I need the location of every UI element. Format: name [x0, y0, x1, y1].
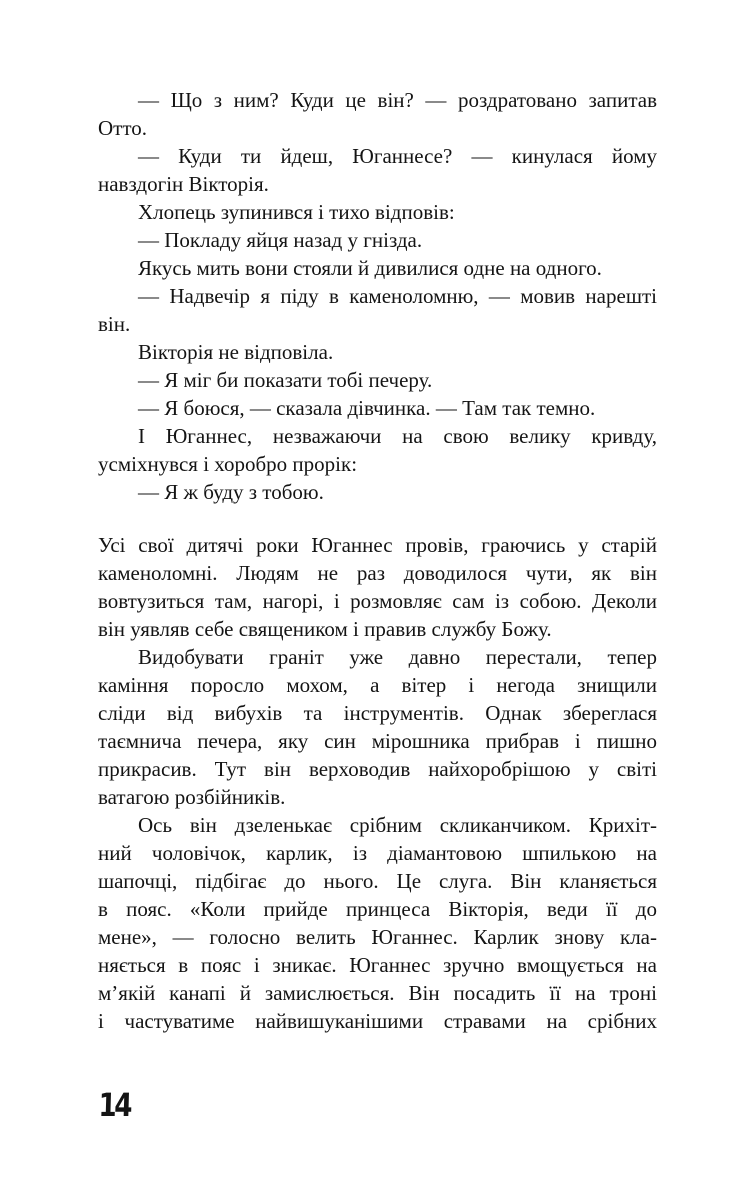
- text-line: навздогін Вікторія.: [98, 172, 269, 196]
- text-line: — Я ж буду з тобою.: [138, 480, 324, 504]
- text-line: Вікторія не відповіла.: [138, 340, 334, 364]
- text-line: шапочці, підбігає до нього. Це слуга. Він кланяється: [98, 869, 657, 893]
- text-line: І Юганнес, незважаючи на свою велику кривду,: [138, 424, 657, 448]
- text-line: — Покладу яйця назад у гнізда.: [138, 228, 423, 252]
- text-line: — Надвечір я піду в каменоломню, — мовив нарешті: [138, 284, 657, 308]
- text-line: няється в пояс і зникає. Юганнес зручно вмощується на: [98, 953, 657, 977]
- text-line: він.: [98, 312, 131, 336]
- text-line: Отто.: [98, 116, 147, 140]
- text-line: — Куди ти йдеш, Юганнесе? — кинулася йому: [138, 144, 657, 168]
- paragraph: [98, 422, 657, 478]
- text-line: — Що з ним? Куди це він? — роздратовано запитав: [138, 88, 657, 112]
- text-line: і частуватиме найвишуканішими стравами на срібних: [98, 1009, 657, 1033]
- text-line: Усі свої дитячі роки Юганнес провів, граючись у старій: [98, 533, 657, 557]
- text-line: вовтузиться там, нагорі, і розмовляє сам із собою. Деколи: [98, 589, 657, 613]
- paragraph: [98, 394, 657, 422]
- text-line: Якусь мить вони стояли й дивилися одне на одного.: [138, 256, 602, 280]
- paragraph: [98, 643, 657, 811]
- paragraph: [98, 86, 657, 142]
- text-line: прикрасив. Тут він верховодив найхоробрішою у світі: [98, 757, 657, 781]
- paragraph: [98, 531, 657, 643]
- text-line: мене», — голосно велить Юганнес. Карлик знову кла-: [98, 925, 657, 949]
- paragraph: [98, 142, 657, 198]
- text-line: Ось він дзеленькає срібним скликанчиком. Крихіт-: [138, 813, 657, 837]
- paragraph: [98, 366, 657, 394]
- paragraph: [98, 478, 657, 506]
- text-line: — Я боюся, — сказала дівчинка. — Там так темно.: [138, 396, 596, 420]
- paragraph: [98, 198, 657, 226]
- text-line: м’якій канапі й замислюється. Він посадить її на троні: [98, 981, 657, 1005]
- text-line: Видобувати граніт уже давно перестали, тепер: [138, 645, 657, 669]
- paragraph: [98, 338, 657, 366]
- text-line: сліди від вибухів та інструментів. Однак збереглася: [98, 701, 657, 725]
- text-line: в пояс. «Коли прийде принцеса Вікторія, веди її до: [98, 897, 657, 921]
- paragraph: [98, 254, 657, 282]
- text-line: каміння поросло мохом, а вітер і негода знищили: [98, 673, 657, 697]
- text-line: ватагою розбійників.: [98, 785, 286, 809]
- text-line: каменоломні. Людям не раз доводилося чути, як він: [98, 561, 657, 585]
- paragraph: [98, 811, 657, 1035]
- text-line: він уявляв себе священиком і правив службу Божу.: [98, 617, 552, 641]
- text-line: Хлопець зупинився і тихо відповів:: [138, 200, 455, 224]
- text-line: таємнича печера, яку син мірошника прибрав і пишно: [98, 729, 657, 753]
- page-number: 14: [98, 1086, 131, 1124]
- text-line: усміхнувся і хоробро прорік:: [98, 452, 358, 476]
- paragraph: [98, 282, 657, 338]
- page-text: [98, 86, 657, 1035]
- paragraph: [98, 226, 657, 254]
- text-line: ний чоловічок, карлик, із діамантовою шпилькою на: [98, 841, 657, 865]
- text-line: — Я міг би показати тобі печеру.: [138, 368, 433, 392]
